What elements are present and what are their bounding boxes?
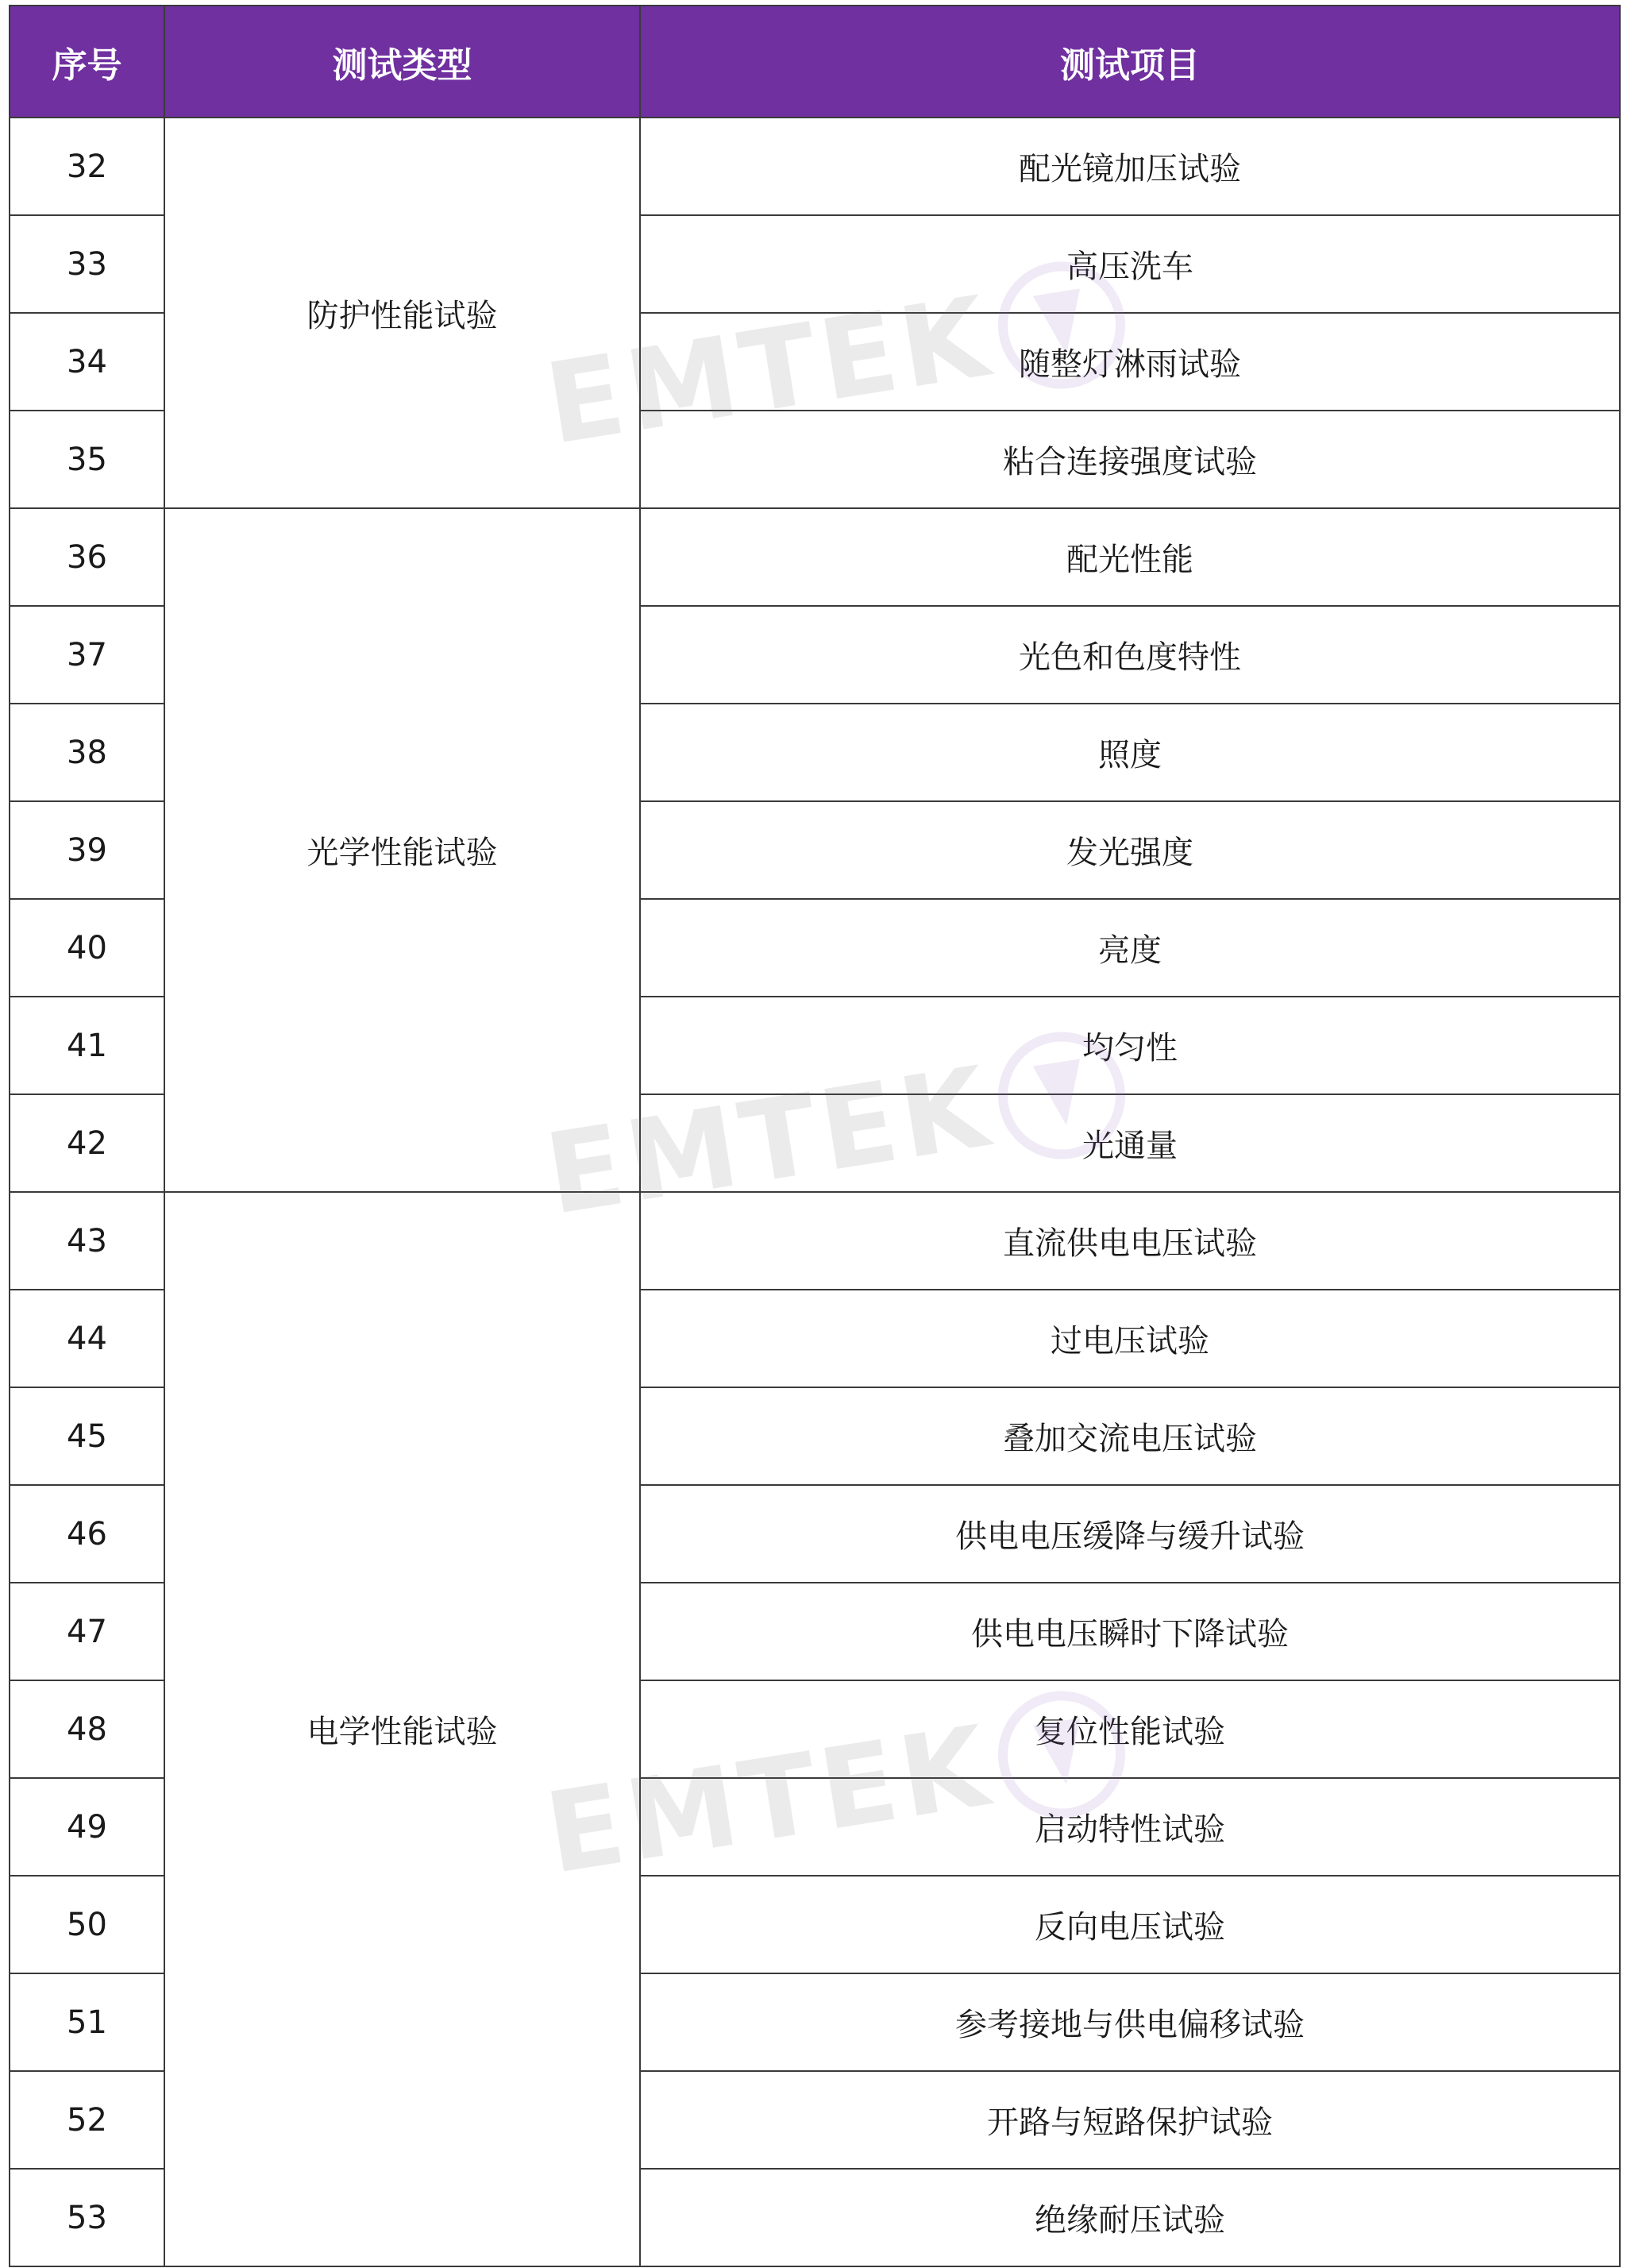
test-item: 供电电压瞬时下降试验 [640,1583,1620,1680]
test-items-table-wrapper [9,5,1619,2267]
row-index: 51 [10,1973,164,2071]
test-item: 高压洗车 [640,215,1620,313]
category-cell: 电学性能试验 [164,1192,640,2266]
category-cell: 防护性能试验 [164,118,640,508]
category-cell: 光学性能试验 [164,508,640,1192]
row-index: 33 [10,215,164,313]
test-item: 均匀性 [640,997,1620,1094]
row-index: 49 [10,1778,164,1876]
watermark-text: EMTEK [538,1701,1001,1900]
table-row [10,1192,1620,1290]
test-item: 亮度 [640,899,1620,997]
test-item: 复位性能试验 [640,1680,1620,1778]
row-index: 44 [10,1290,164,1387]
test-item: 过电压试验 [640,1290,1620,1387]
test-item: 参考接地与供电偏移试验 [640,1973,1620,2071]
row-index: 40 [10,899,164,997]
row-index: 52 [10,2071,164,2169]
row-index: 37 [10,606,164,704]
row-index: 35 [10,411,164,508]
table-body [10,118,1620,2266]
header-index: 序号 [10,6,164,118]
row-index: 36 [10,508,164,606]
watermark-text: EMTEK [538,272,1001,470]
test-item: 发光强度 [640,801,1620,899]
row-index: 42 [10,1094,164,1192]
row-index: 34 [10,313,164,411]
row-index: 32 [10,118,164,215]
row-index: 46 [10,1485,164,1583]
row-index: 41 [10,997,164,1094]
row-index: 53 [10,2169,164,2266]
test-item: 照度 [640,704,1620,801]
table-row [10,118,1620,215]
test-item: 光色和色度特性 [640,606,1620,704]
row-index: 50 [10,1876,164,1973]
row-index: 45 [10,1387,164,1485]
test-item: 开路与短路保护试验 [640,2071,1620,2169]
test-item: 配光性能 [640,508,1620,606]
test-items-table [9,5,1621,2267]
test-item: 随整灯淋雨试验 [640,313,1620,411]
header-test-type: 测试类型 [164,6,640,118]
test-item: 叠加交流电压试验 [640,1387,1620,1485]
test-item: 反向电压试验 [640,1876,1620,1973]
test-item: 粘合连接强度试验 [640,411,1620,508]
test-item: 供电电压缓降与缓升试验 [640,1485,1620,1583]
row-index: 43 [10,1192,164,1290]
table-row [10,508,1620,606]
test-item: 直流供电电压试验 [640,1192,1620,1290]
row-index: 38 [10,704,164,801]
test-item: 启动特性试验 [640,1778,1620,1876]
header-test-item: 测试项目 [640,6,1620,118]
table-header-row [10,6,1620,118]
watermark-text: EMTEK [538,1042,1001,1240]
row-index: 47 [10,1583,164,1680]
test-item: 光通量 [640,1094,1620,1192]
row-index: 39 [10,801,164,899]
row-index: 48 [10,1680,164,1778]
test-item: 绝缘耐压试验 [640,2169,1620,2266]
test-item: 配光镜加压试验 [640,118,1620,215]
